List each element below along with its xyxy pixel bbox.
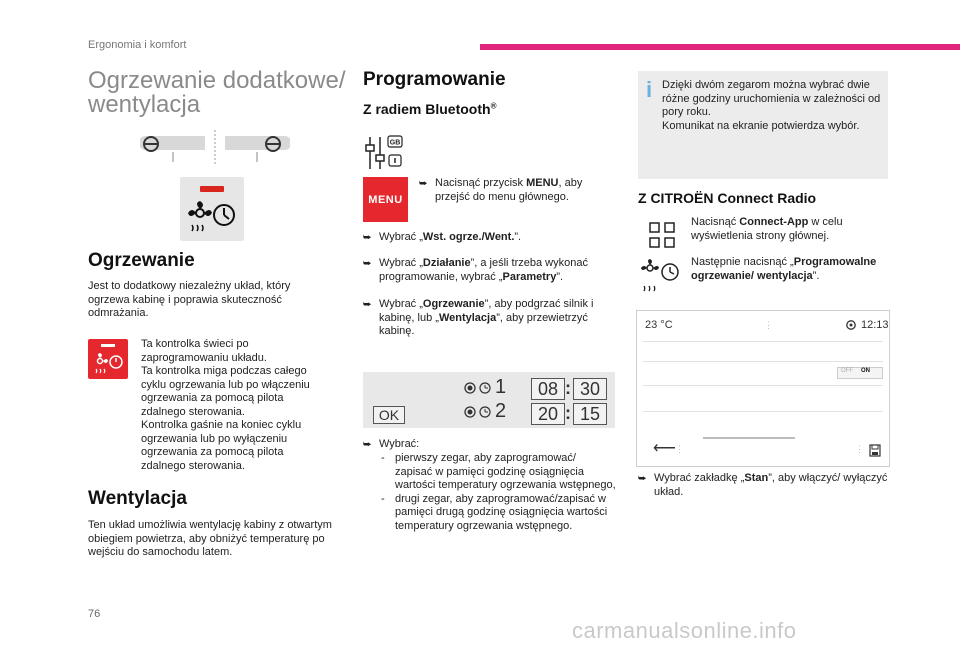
divider bbox=[643, 411, 883, 412]
timer-display bbox=[363, 372, 615, 428]
programming-heading: Programowanie bbox=[363, 69, 506, 90]
step-select-mode: ⮩ Wybrać „Ogrzewanie”, aby podgrzać silnik i kabinę, lub „Wentylacja”, aby przewietrzyć kabinę. bbox=[363, 298, 594, 337]
heating-indicator-lamp-icon bbox=[88, 339, 128, 379]
header-accent-bar bbox=[480, 44, 960, 50]
menu-button-icon: MENU bbox=[363, 177, 408, 222]
connect-app-grid-icon bbox=[648, 221, 676, 249]
step-select-status-tab: ⮩ Wybrać zakładkę „Stan”, aby włączyć/ wyłączyć układ. bbox=[638, 472, 888, 498]
save-icon[interactable] bbox=[869, 444, 881, 457]
timer-2-hours[interactable]: 20 bbox=[531, 403, 565, 425]
timer-2-minutes[interactable]: 15 bbox=[573, 403, 607, 425]
clock-options-list bbox=[381, 452, 616, 533]
timer-1-hours[interactable]: 08 bbox=[531, 378, 565, 400]
radio-screen bbox=[636, 310, 890, 467]
status-divider: ⋮ bbox=[675, 444, 684, 454]
header-section-label: Ergonomia i komfort bbox=[88, 39, 187, 51]
ventilation-heading: Wentylacja bbox=[88, 488, 187, 509]
divider bbox=[643, 385, 883, 386]
toggle-on-label: ON bbox=[861, 368, 870, 374]
back-arrow-icon[interactable]: ⟵ bbox=[653, 440, 676, 457]
temperature-readout: 23 °C bbox=[645, 319, 673, 331]
tab-indicator bbox=[703, 437, 795, 439]
divider bbox=[643, 361, 883, 362]
toggle-off-label: OFF bbox=[841, 368, 853, 374]
ok-button[interactable]: OK bbox=[373, 406, 405, 424]
info-icon: i bbox=[646, 77, 653, 102]
list-item: - drugi zegar, aby zaprogramować/zapisać w pamięci drugą godzinę osiągnięcia wartości temperatury ogrzewania wstępnego. bbox=[381, 492, 608, 532]
connect-step-1: Nacisnąć Connect-App w celu wyświetlenia strony głównej. bbox=[691, 216, 843, 242]
connect-radio-heading: Z CITROËN Connect Radio bbox=[638, 190, 817, 206]
ventilation-text: Ten układ umożliwia wentylację kabiny z otwartym obiegiem powietrza, aby obniżyć temperaturę po wejściu do samochodu latem. bbox=[88, 519, 332, 558]
step-select-operation: ⮩ Wybrać „Działanie”, a jeśli trzeba wykonać programowanie, wybrać „Parametry”. bbox=[363, 257, 588, 283]
watermark: carmanualsonline.info bbox=[572, 618, 797, 643]
step-press-menu: ⮩ Nacisnąć przycisk MENU, aby przejść do menu głównego. bbox=[419, 177, 583, 203]
heater-control-panel-icon bbox=[180, 177, 244, 241]
connect-step-2: Następnie nacisnąć „Programowalne ogrzewanie/ wentylacja”. bbox=[691, 256, 877, 282]
status-divider: ⋮ bbox=[855, 444, 864, 454]
radio-selected-icon bbox=[463, 380, 493, 396]
settings-sliders-icon bbox=[363, 133, 407, 173]
status-toggle[interactable] bbox=[837, 367, 883, 379]
indicator-description: Ta kontrolka świeci po zaprogramowaniu układu. Ta kontrolka miga podczas całego cyklu ogrzewania lub po włączeniu ogrzewania za pomocą pilota zdalnego sterowania. Kontrolka gaśnie na koniec cyklu ogrzewania lub po wyłączeniu ogrzewania za pomocą pilota zdalnego sterowania. bbox=[141, 338, 310, 472]
clock-readout: 12:13 bbox=[861, 319, 889, 331]
clock-1-label: 1 bbox=[495, 376, 507, 398]
page-number: 76 bbox=[88, 608, 101, 620]
page-title: Ogrzewanie dodatkowe/ wentylacja bbox=[88, 67, 346, 118]
status-divider: ⋮ bbox=[764, 320, 773, 330]
timer-1-separator: : bbox=[565, 378, 571, 398]
radio-option-icon bbox=[463, 404, 493, 420]
steering-wheels-illustration bbox=[135, 128, 295, 168]
divider bbox=[643, 341, 883, 342]
timer-1-minutes[interactable]: 30 bbox=[573, 378, 607, 400]
bluetooth-subheading: Z radiem Bluetooth® bbox=[363, 101, 497, 117]
settings-gear-icon[interactable] bbox=[845, 319, 857, 331]
svg-text:GB: GB bbox=[389, 139, 401, 147]
info-note-box bbox=[638, 71, 888, 179]
list-item: - pierwszy zegar, aby zaprogramować/ zapisać w pamięci godzinę osiągnięcia wartości temperatury ogrzewania wstępnego, bbox=[381, 452, 616, 491]
heating-heading: Ogrzewanie bbox=[88, 250, 195, 271]
step-select-clock: ⮩ Wybrać: bbox=[363, 438, 420, 450]
clock-2-label: 2 bbox=[495, 400, 507, 422]
heating-intro: Jest to dodatkowy niezależny układ, który ogrzewa kabinę i poprawia skuteczność odmrażania. bbox=[88, 280, 291, 319]
timer-2-separator: : bbox=[565, 403, 571, 423]
programmable-heating-icon bbox=[640, 258, 684, 294]
info-note-text: Dzięki dwóm zegarom można wybrać dwie różne godziny uruchomienia w zależności od pory roku. Komunikat na ekranie potwierdza wybór. bbox=[662, 79, 881, 132]
step-select-heating-menu: ⮩ Wybrać „Wst. ogrze./Went.”. bbox=[363, 231, 522, 243]
fan-timer-icon bbox=[180, 177, 244, 241]
